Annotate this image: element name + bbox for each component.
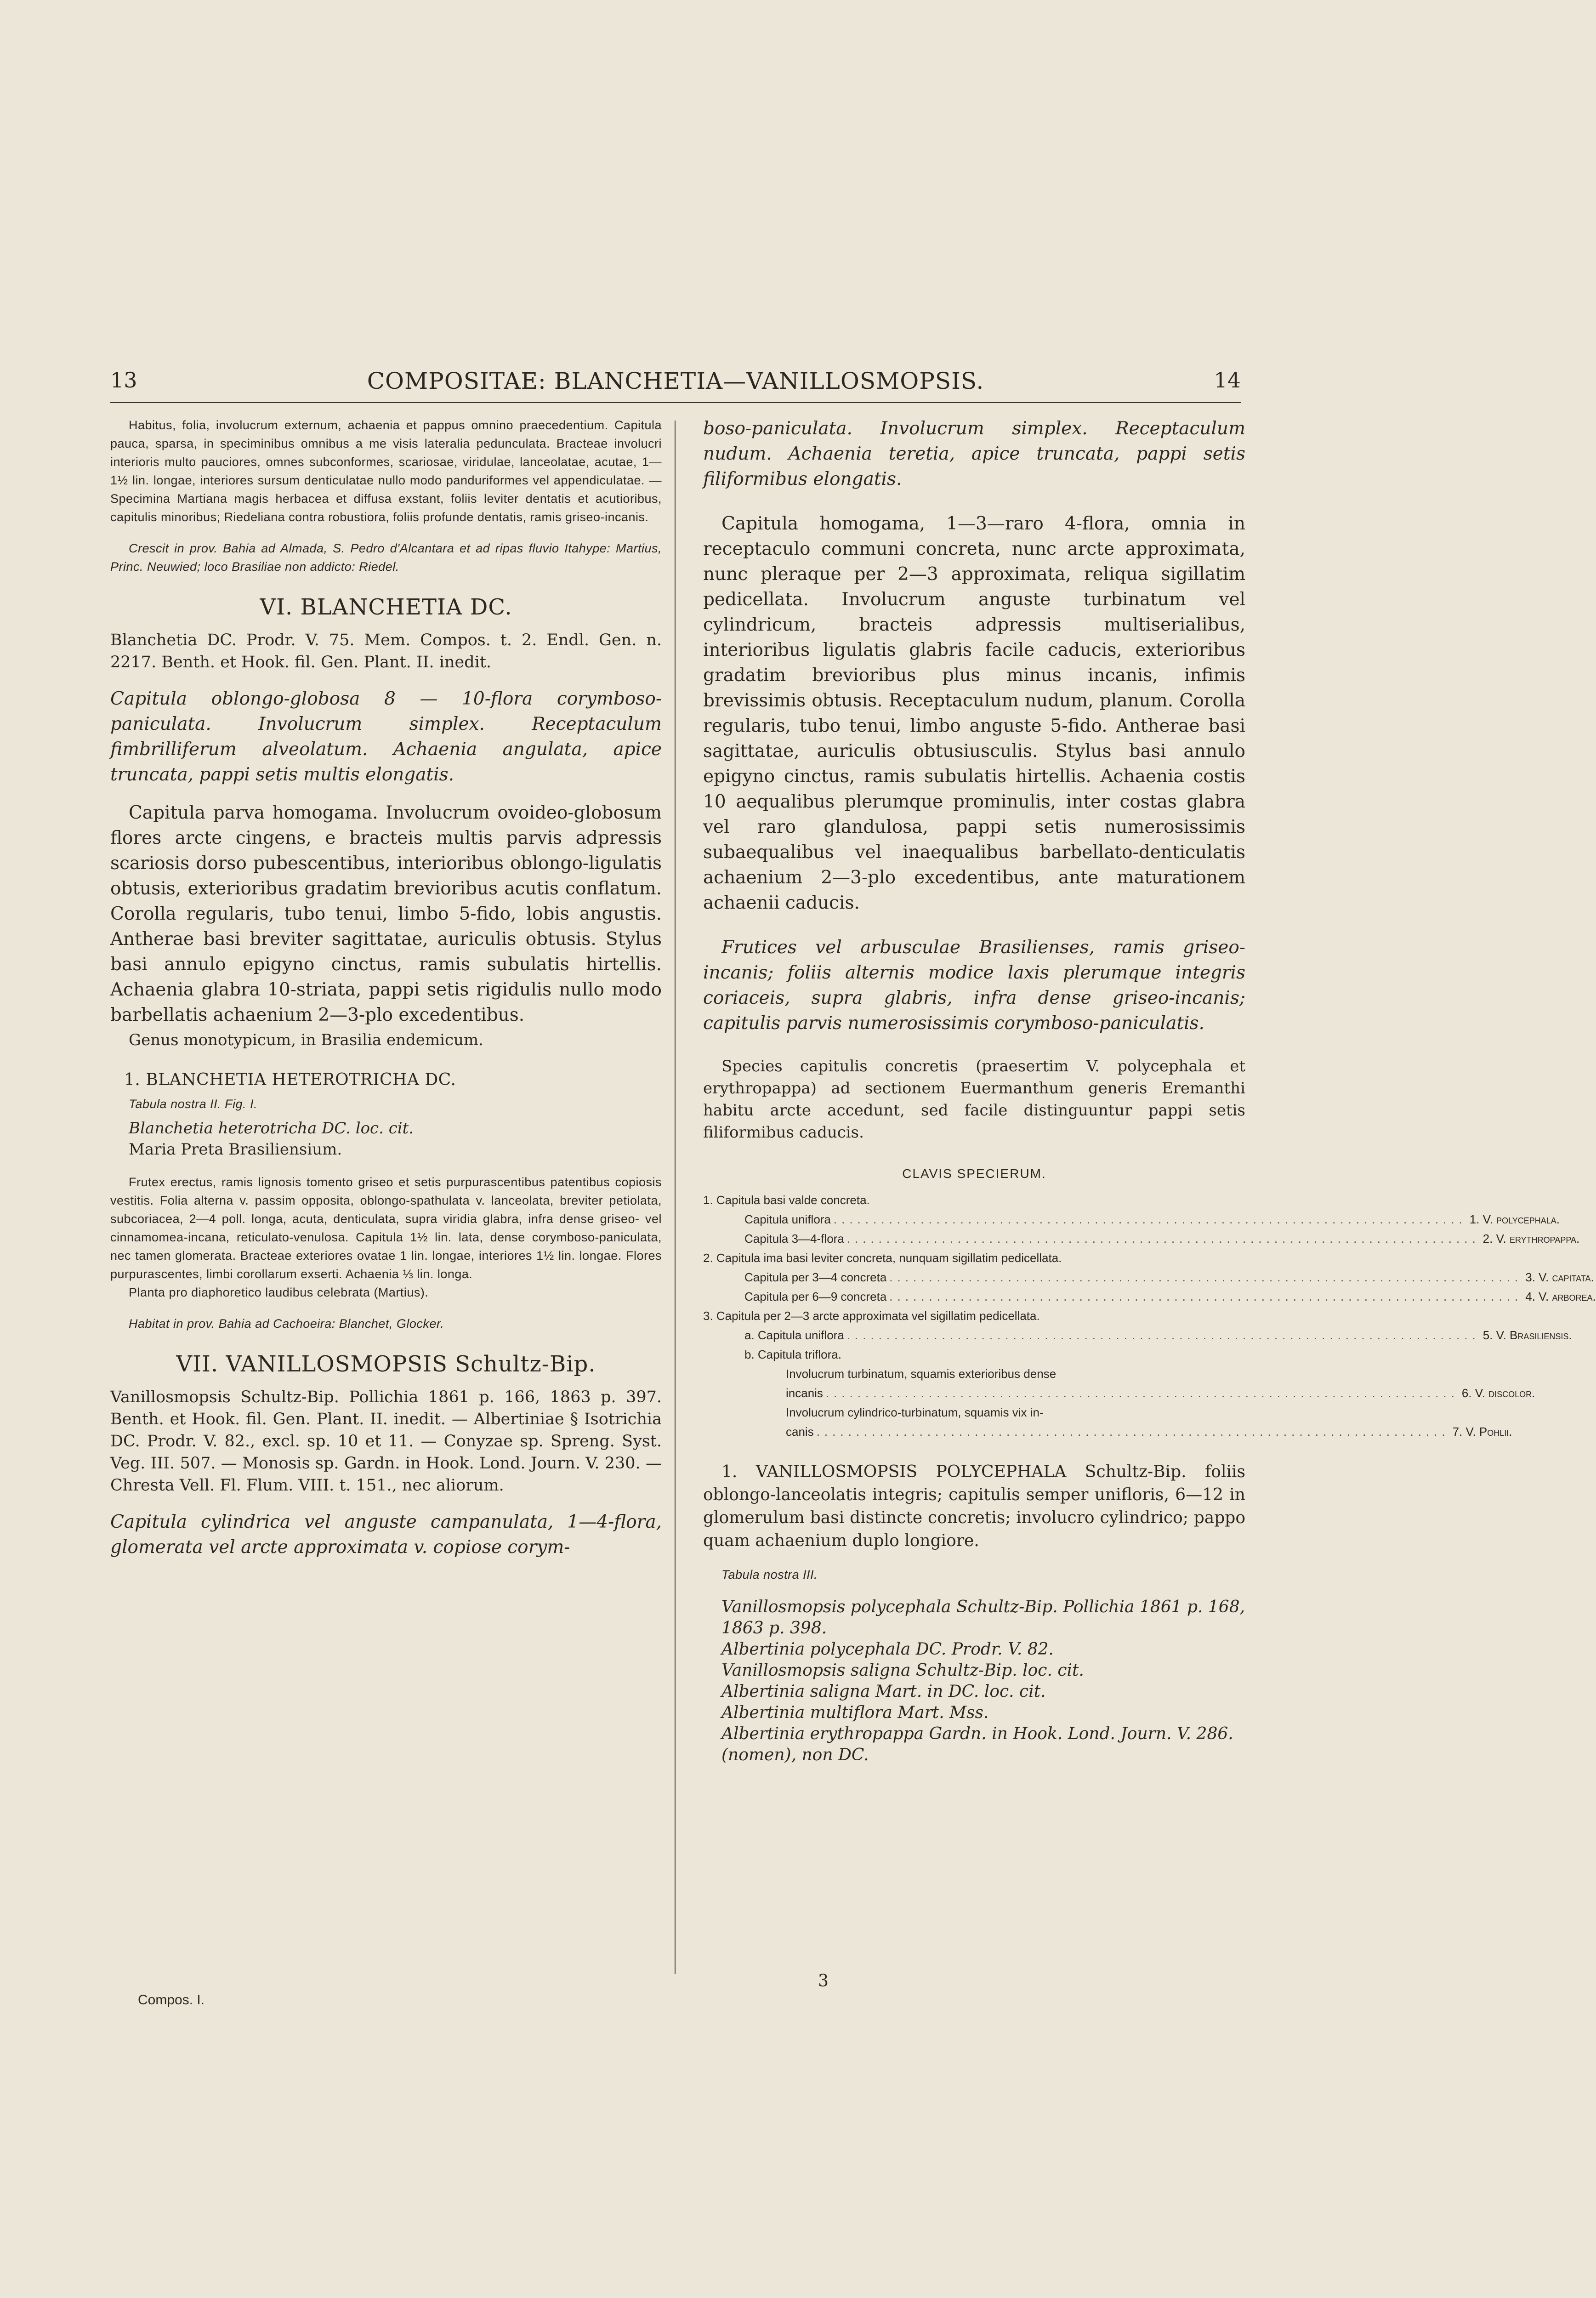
key-result: 5. V. Brasiliensis. xyxy=(1482,1328,1572,1342)
key-title: CLAVIS SPECIERUM. xyxy=(902,1166,1046,1181)
sheet-number: 3 xyxy=(818,1972,829,1991)
key-text: incanis xyxy=(786,1386,823,1400)
genus-heading-blanchetia: VI. BLANCHETIA DC. xyxy=(260,594,512,620)
key-result: 1. V. polycephala. xyxy=(1469,1212,1560,1226)
key-text: b. Capitula triflora. xyxy=(744,1348,841,1361)
key-text: Capitula per 6—9 concreta xyxy=(744,1290,887,1303)
species-note: Species capitulis concretis (praesertim V. polycephala et erythropappa) ad sectionem Euermanthum generis Eremanthi habitu arcte accedunt, sed facile distinguuntur pappi setis filiformibus caducis. xyxy=(703,1057,1245,1142)
habit-summary: Frutices vel arbusculae Brasilienses, ramis griseo-incanis; foliis alternis modice laxis plerumque integris coriaceis, supra glabris, infra dense griseo-incanis; capitulis parvis numerosissimis corymboso-paniculatis. xyxy=(703,937,1245,1034)
synonym-line: Albertinia multiflora Mart. Mss. xyxy=(721,1703,989,1722)
synonym-line: Albertinia erythropappa Gardn. in Hook. Lond. Journ. V. 286. (nomen), non DC. xyxy=(721,1724,1233,1764)
key-result: 7. V. Pohlii. xyxy=(1452,1425,1512,1439)
key-text: Involucrum turbinatum, squamis exterioribus dense xyxy=(786,1367,1056,1381)
habitat-paragraph: Crescit in prov. Bahia ad Almada, S. Pedro d'Alcantara et ad ripas fluvio Itahype: Martius, Princ. Neuwied; loco Brasiliae non addicto: Riedel. xyxy=(110,541,662,574)
synonym: Blanchetia heterotricha DC. loc. cit. xyxy=(129,1119,414,1138)
genus-note: Genus monotypicum, in Brasilia endemicum. xyxy=(129,1031,483,1049)
running-title: COMPOSITAE: BLANCHETIA—VANILLOSMOPSIS. xyxy=(367,368,984,394)
key-leader-dots: ................................................................................ xyxy=(889,1290,1523,1303)
key-text: Capitula uniflora xyxy=(744,1212,831,1226)
key-row xyxy=(703,1190,1245,1210)
genus-heading-vanillosmopsis: VII. VANILLOSMOPSIS Schultz-Bip. xyxy=(176,1351,596,1377)
key-row xyxy=(703,1210,1560,1229)
key-text: Involucrum cylindrico-turbinatum, squamis vix in- xyxy=(786,1405,1044,1419)
genus-reference-vanillosmopsis: Vanillosmopsis Schultz-Bip. Pollichia 1861 p. 166, 1863 p. 397. Benth. et Hook. fil. Gen. Plant. II. inedit. — Albertiniae § Isotrichia DC. Prodr. V. 82., excl. sp. 10 et 11. — Conyzae sp. Spreng. Syst. Veg. III. 507. — Monosis sp. Gardn. in Hook. Lond. Journ. V. 230. — Chresta Vell. Fl. Flum. VIII. t. 151., nec aliorum. xyxy=(110,1388,662,1495)
genus-diagnosis: Capitula oblongo-globosa 8 — 10-flora corymboso-paniculata. Involucrum simplex. Receptaculum fimbrilliferum alveolatum. Achaenia angulata, apice truncata, pappi setis multis elongatis. xyxy=(110,688,662,785)
key-row xyxy=(703,1422,1512,1441)
key-text: 3. Capitula per 2—3 arcte approximata vel sigillatim pedicellata. xyxy=(703,1309,1040,1323)
right-column xyxy=(703,416,1596,1766)
key-text: 1. Capitula basi valde concreta. xyxy=(703,1193,870,1207)
vernacular-name: Maria Preta Brasiliensium. xyxy=(129,1140,342,1159)
key-row xyxy=(703,1287,1596,1306)
species-description: Frutex erectus, ramis lignosis tomento griseo et setis purpurascentibus patentibus copiosis vestitis. Folia alterna v. passim opposita, oblongo-spathulata v. lanceolata, breviter petiolata, subcoriacea, 2—4 poll. longa, acuta, denticulata, supra viridia glabra, infra dense griseo- vel cinnamomea-incana, reticulato-venulosa. Capitula 1½ lin. lata, dense corymboso-paniculata, nec tamen glomerata. Bracteae exteriores ovatae 1 lin. longae, interiores 1½ lin. longae. Flores purpurascentes, limbi corollarum exserti. Achaenia ⅓ lin. longa. xyxy=(110,1175,662,1281)
key-text: Capitula per 3—4 concreta xyxy=(744,1270,887,1284)
key-leader-dots: ................................................................................ xyxy=(825,1386,1459,1400)
signature-mark: Compos. I. xyxy=(138,1992,205,2008)
synonym-line: Vanillosmopsis saligna Schultz-Bip. loc. cit. xyxy=(721,1661,1084,1680)
key-leader-dots: ................................................................................ xyxy=(833,1212,1467,1226)
synonym-line: Albertinia polycephala DC. Prodr. V. 82. xyxy=(721,1640,1054,1659)
genus-reference: Blanchetia DC. Prodr. V. 75. Mem. Compos. t. 2. Endl. Gen. n. 2217. Benth. et Hook. fil. Gen. Plant. II. inedit. xyxy=(110,631,662,671)
species-key xyxy=(703,1190,1596,1441)
synonym-line: Albertinia saligna Mart. in DC. loc. cit. xyxy=(721,1682,1046,1701)
key-leader-dots: ................................................................................ xyxy=(816,1425,1450,1439)
genus-diagnosis-vanillosmopsis: Capitula cylindrica vel anguste campanulata, 1—4-flora, glomerata vel arcte approximata v. copiose corym- xyxy=(110,1512,662,1558)
genus-description-vanillosmopsis: Capitula homogama, 1—3—raro 4-flora, omnia in receptaculo communi concreta, nunc arcte approximata, nunc pleraque per 2—3 approximata, reliqua sigillatim pedicellata. Involucrum anguste turbinatum vel cylindricum, bracteis adpressis multiserialibus, interioribus ligulatis glabris facile caducis, exterioribus gradatim brevioribus plus minus incanis, infimis brevissimis obtusis. Receptaculum nudum, planum. Corolla regularis, tubo tenui, limbo anguste 5-fido. Antherae basi sagittatae, auriculis obtusiusculis. Stylus basi annulo epigyno cinctus, ramis subulatis hirtellis. Achaenia costis 10 aequalibus plerumque prominulis, inter costas glabra vel raro glandulosa, pappi setis numerosissimis subaequalibus vel inaequalibus barbellato-denticulatis achaenium 2—3-plo excedentibus, ante maturationem achaenii caducis. xyxy=(703,513,1245,913)
intro-paragraph: Habitus, folia, involucrum externum, achaenia et pappus omnino praecedentium. Capitula pauca, sparsa, in speciminibus omnibus a me visis lateralia pedunculata. Bracteae involucri interioris multo pauciores, omnes subconformes, scariosae, viridulae, lanceolatae, acutae, 1—1½ lin. longae, interiores sursum denticulatae nullo modo panduriformes vel appendiculatae. — Specimina Martiana magis herbacea et diffusa exstant, foliis leviter dentatis et acutioribus, capitulis minoribus; Riedeliana contra robustiora, foliis profunde dentatis, ramis griseo-incanis. xyxy=(110,418,662,524)
genus-description: Capitula parva homogama. Involucrum ovoideo-globosum flores arcte cingens, e bracteis multis parvis adpressis scariosis dorso pubescentibus, interioribus oblongo-ligulatis obtusis, exterioribus gradatim brevioribus acutis conflatum. Corolla regularis, tubo tenui, limbo 5-fido, lobis angustis. Antherae basi breviter sagittatae, auriculis obtusis. Stylus basi annulo epigyno cinctus, ramis subulatis hirtellis. Achaenia glabra 10-striata, pappi setis rigidulis nullo modo barbellatis achaenium 2—3-plo excedentibus. xyxy=(110,802,662,1025)
key-leader-dots: ................................................................................ xyxy=(846,1328,1480,1342)
key-result: 3. V. capitata. xyxy=(1525,1270,1594,1284)
key-text: 2. Capitula ima basi leviter concreta, nunquam sigillatim pedicellata. xyxy=(703,1251,1062,1265)
header-rule xyxy=(110,402,1241,403)
key-leader-dots: ................................................................................ xyxy=(889,1270,1523,1284)
synonym-list xyxy=(703,1597,1245,1766)
species-habitat: Habitat in prov. Bahia ad Cachoeira: Blanchet, Glocker. xyxy=(129,1317,444,1331)
key-row xyxy=(703,1268,1594,1287)
key-row xyxy=(703,1248,1245,1268)
key-row xyxy=(703,1345,1245,1364)
page-number-right: 14 xyxy=(1214,368,1241,392)
key-text: canis xyxy=(786,1425,814,1439)
plate-reference: Tabula nostra II. Fig. I. xyxy=(129,1097,258,1111)
key-text: Capitula 3—4-flora xyxy=(744,1232,844,1246)
key-row xyxy=(703,1383,1535,1403)
key-row xyxy=(703,1403,1245,1422)
species-use: Planta pro diaphoretico laudibus celebrata (Martius). xyxy=(129,1286,429,1299)
synonym-line: Vanillosmopsis polycephala Schultz-Bip. Pollichia 1861 p. 168, 1863 p. 398. xyxy=(721,1598,1245,1638)
page-number-left: 13 xyxy=(110,368,137,392)
key-result: 2. V. erythropappa. xyxy=(1482,1232,1580,1246)
key-row xyxy=(703,1364,1245,1383)
column-divider xyxy=(675,421,676,1974)
diagnosis-continued: boso-paniculata. Involucrum simplex. Receptaculum nudum. Achaenia teretia, apice truncata, pappi setis filiformibus elongatis. xyxy=(703,418,1245,489)
running-header xyxy=(110,368,1241,404)
key-row xyxy=(703,1325,1572,1345)
key-result: 6. V. discolor. xyxy=(1461,1386,1535,1400)
key-row xyxy=(703,1229,1580,1248)
species-entry-polycephala: 1. VANILLOSMOPSIS POLYCEPHALA Schultz-Bip. foliis oblongo-lanceolatis integris; capitulis semper unifloris, 6—12 in glomerulum basi distincte concretis; involucro cylindrico; pappo quam achaenium duplo longiore. xyxy=(703,1462,1245,1550)
left-column xyxy=(110,416,662,1560)
key-text: a. Capitula uniflora xyxy=(744,1328,844,1342)
key-row xyxy=(703,1306,1245,1325)
species-heading-blanchetia-heterotricha: 1. BLANCHETIA HETEROTRICHA DC. xyxy=(124,1070,456,1089)
key-leader-dots: ................................................................................ xyxy=(846,1232,1480,1246)
plate-reference-iii: Tabula nostra III. xyxy=(721,1568,818,1581)
key-result: 4. V. arborea. xyxy=(1525,1290,1596,1303)
